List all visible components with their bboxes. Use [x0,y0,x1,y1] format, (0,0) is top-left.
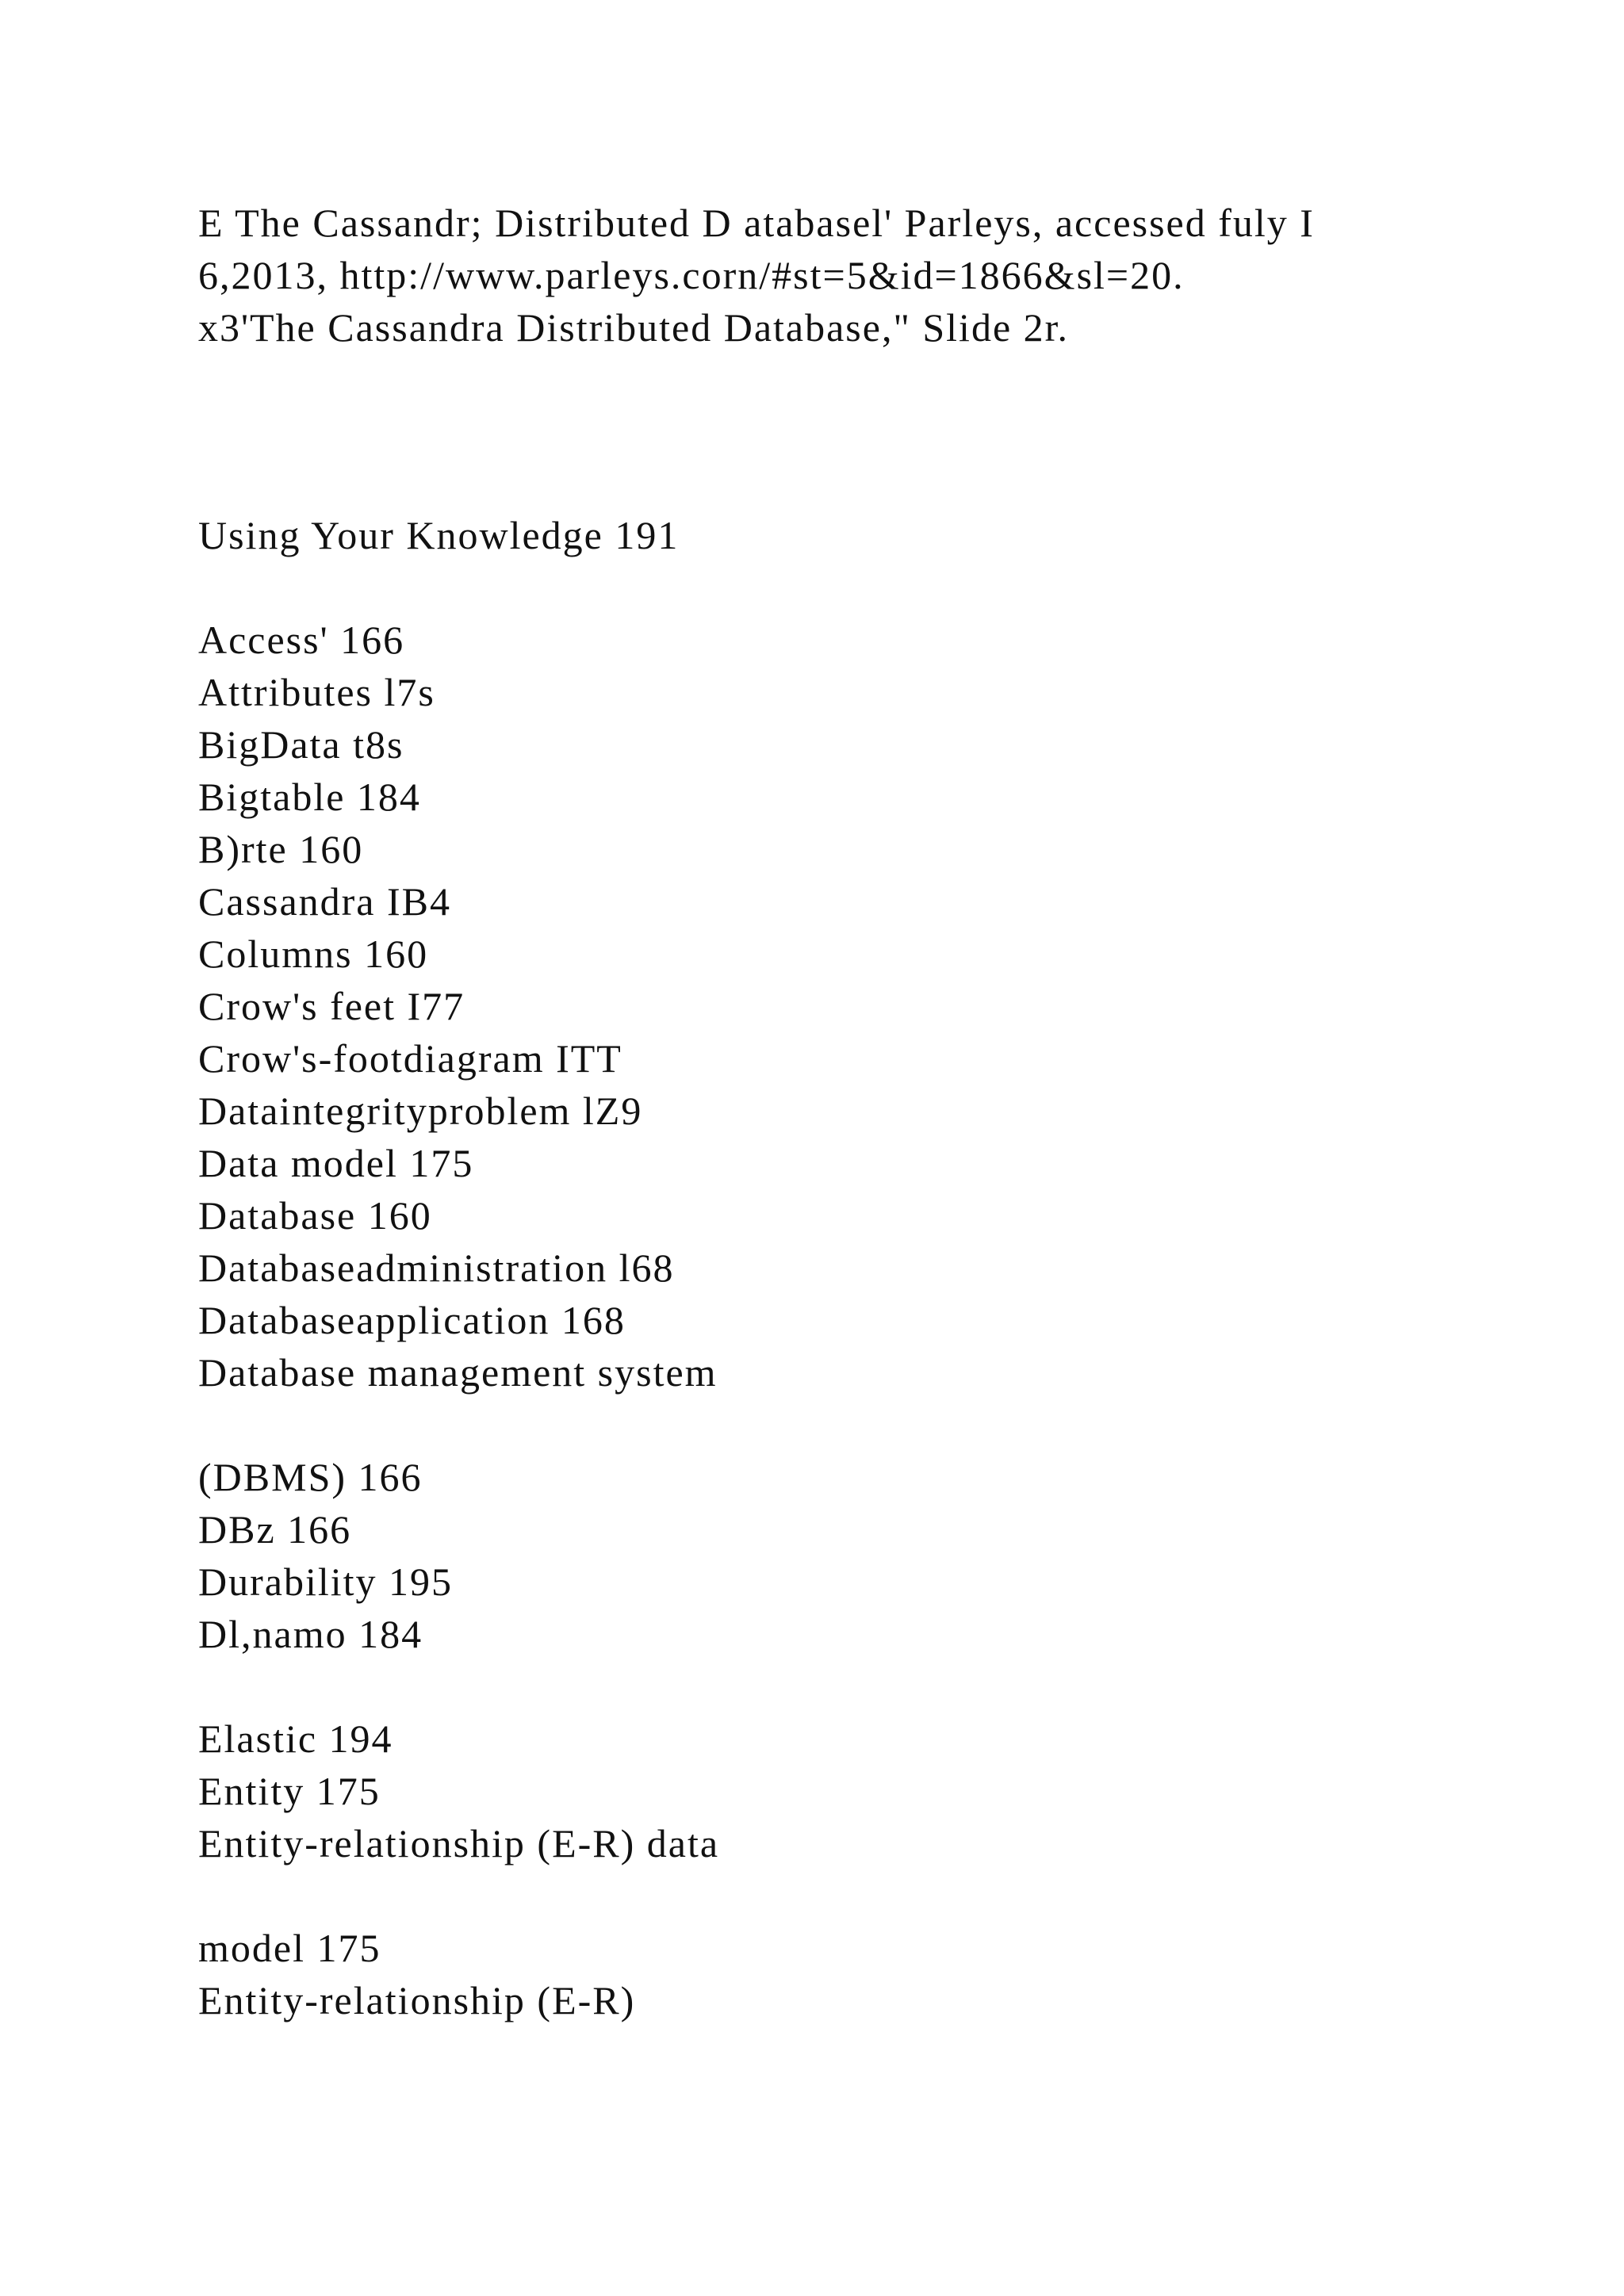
index-entry: Database management system [198,1350,718,1395]
index-entry: Entity-relationship (E-R) data [198,1821,720,1866]
reference-line: 6,2013, http://www.parleys.corn/#st=5&id=1866&sl=20. [198,253,1185,297]
index-entry: Cassandra IB4 [198,879,451,924]
index-entry: Columns 160 [198,932,429,976]
index-entry: Durability 195 [198,1559,454,1604]
index-section-heading [198,509,1546,561]
blank-line [198,1869,1546,1922]
index-entry: Access' 166 [198,618,405,662]
reference-line: E The Cassandr; Distributed D atabasel' Parleys, accessed fuly I [198,201,1315,245]
index-entry: Data model 175 [198,1141,474,1185]
index-entry: Entity 175 [198,1769,381,1813]
blank-line [198,1399,1546,1451]
index-entry: DBz 166 [198,1507,352,1552]
reference-notes [198,197,1546,354]
index-entry: Dl,namo 184 [198,1612,423,1656]
index-heading-text: Using Your Knowledge 191 [198,513,680,557]
index-entry: model 175 [198,1926,381,1970]
index-entry: Attributes l7s [198,670,435,714]
index-entry: Crow's-footdiagram ITT [198,1036,622,1081]
index-entry: Databaseadministration l68 [198,1246,675,1290]
index-entry: Crow's feet I77 [198,984,465,1028]
reference-line: x3'The Cassandra Distributed Database," Slide 2r. [198,305,1070,350]
index-entry: Database 160 [198,1193,432,1238]
blank-line [198,1660,1546,1712]
index-entry: Elastic 194 [198,1716,393,1761]
index-entry-list [198,614,1546,2026]
index-entry: BigData t8s [198,722,404,767]
index-entry: Entity-relationship (E-R) [198,1978,636,2022]
index-entry: Dataintegrityproblem lZ9 [198,1089,643,1133]
index-entry: Databaseapplication 168 [198,1298,626,1342]
index-entry: (DBMS) 166 [198,1455,423,1499]
index-entry: Bigtable 184 [198,775,421,819]
index-entry: B)rte 160 [198,827,364,871]
